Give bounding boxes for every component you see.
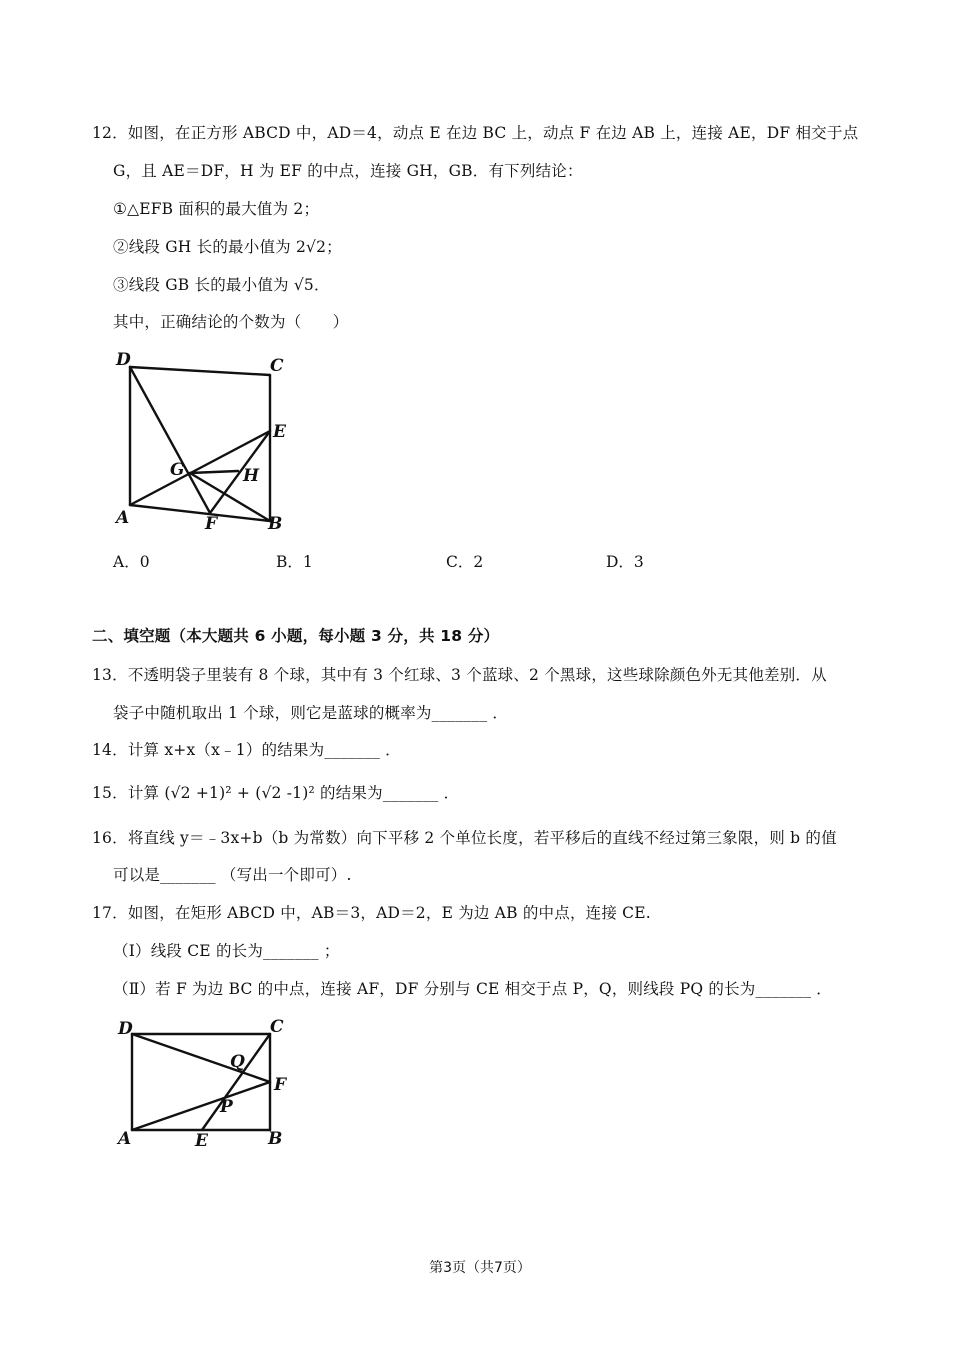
label-a: A: [118, 1129, 132, 1149]
segment-df: [132, 1034, 270, 1082]
q12-conclusion-2: ②线段 GH 长的最小值为 2√2；: [113, 238, 342, 256]
choice-b: B．1: [276, 553, 313, 571]
label-f: F: [274, 1075, 287, 1095]
q12-line-2: G，且 AE＝DF，H 为 EF 的中点，连接 GH，GB．有下列结论：: [113, 162, 583, 180]
label-e: E: [273, 422, 286, 442]
q16-line-1: 16．将直线 y＝﹣3x+b（b 为常数）向下平移 2 个单位长度，若平移后的直线不经过第三象限，则 b 的值: [92, 829, 837, 847]
q14-line: 14．计算 x+x（x﹣1）的结果为_______ ．: [92, 741, 401, 759]
label-a: A: [116, 508, 130, 528]
label-g: G: [170, 460, 185, 480]
q15-line: 15．计算 (√2 +1)² + (√2 -1)² 的结果为_______ ．: [92, 784, 460, 802]
choice-c: C．2: [446, 553, 484, 571]
q12-line-1: 12．如图，在正方形 ABCD 中，AD＝4，动点 E 在边 BC 上，动点 F 在边 AB 上，连接 AE，DF 相交于点: [92, 124, 859, 142]
page-footer: 第3页（共7页）: [429, 1260, 531, 1276]
segment-ce: [202, 1034, 270, 1130]
label-c: C: [270, 1017, 284, 1037]
q16-line-2: 可以是_______ （写出一个即可）.: [113, 866, 352, 884]
q17-part-2: （Ⅱ）若 F 为边 BC 的中点，连接 AF，DF 分别与 CE 相交于点 P，Q，则线段 PQ 的长为_______ ．: [113, 980, 832, 998]
section-2-title: 二、填空题（本大题共 6 小题，每小题 3 分，共 18 分）: [92, 627, 500, 645]
label-h: H: [243, 466, 260, 486]
q13-line-1: 13．不透明袋子里装有 8 个球，其中有 3 个红球、3 个蓝球、2 个黑球，这些球除颜色外无其他差别．从: [92, 666, 827, 684]
label-p: P: [220, 1097, 233, 1117]
label-c: C: [270, 356, 284, 376]
label-b: B: [268, 514, 283, 534]
label-e: E: [195, 1131, 208, 1151]
label-q: Q: [230, 1052, 245, 1072]
segment-df: [130, 367, 210, 513]
q13-line-2: 袋子中随机取出 1 个球，则它是蓝球的概率为_______ ．: [113, 704, 509, 722]
label-d: D: [116, 350, 131, 370]
q17-line-1: 17．如图，在矩形 ABCD 中，AB＝3，AD＝2，E 为边 AB 的中点，连接 CE.: [92, 904, 651, 922]
choice-a: A．0: [113, 553, 150, 571]
segment-gh: [190, 471, 238, 473]
label-f: F: [205, 514, 218, 534]
q17-part-1: （Ⅰ）线段 CE 的长为_______ ；: [113, 942, 340, 960]
q12-question: 其中，正确结论的个数为（ ）: [113, 313, 349, 331]
q12-figure: [110, 345, 310, 535]
choice-d: D．3: [606, 553, 644, 571]
edge-dc: [130, 367, 270, 375]
label-b: B: [268, 1129, 283, 1149]
label-d: D: [118, 1019, 133, 1039]
q17-figure: [110, 1012, 310, 1152]
segment-af: [132, 1082, 270, 1130]
q12-conclusion-1: ①△EFB 面积的最大值为 2；: [113, 200, 320, 218]
q12-conclusion-3: ③线段 GB 长的最小值为 √5．: [113, 276, 330, 294]
